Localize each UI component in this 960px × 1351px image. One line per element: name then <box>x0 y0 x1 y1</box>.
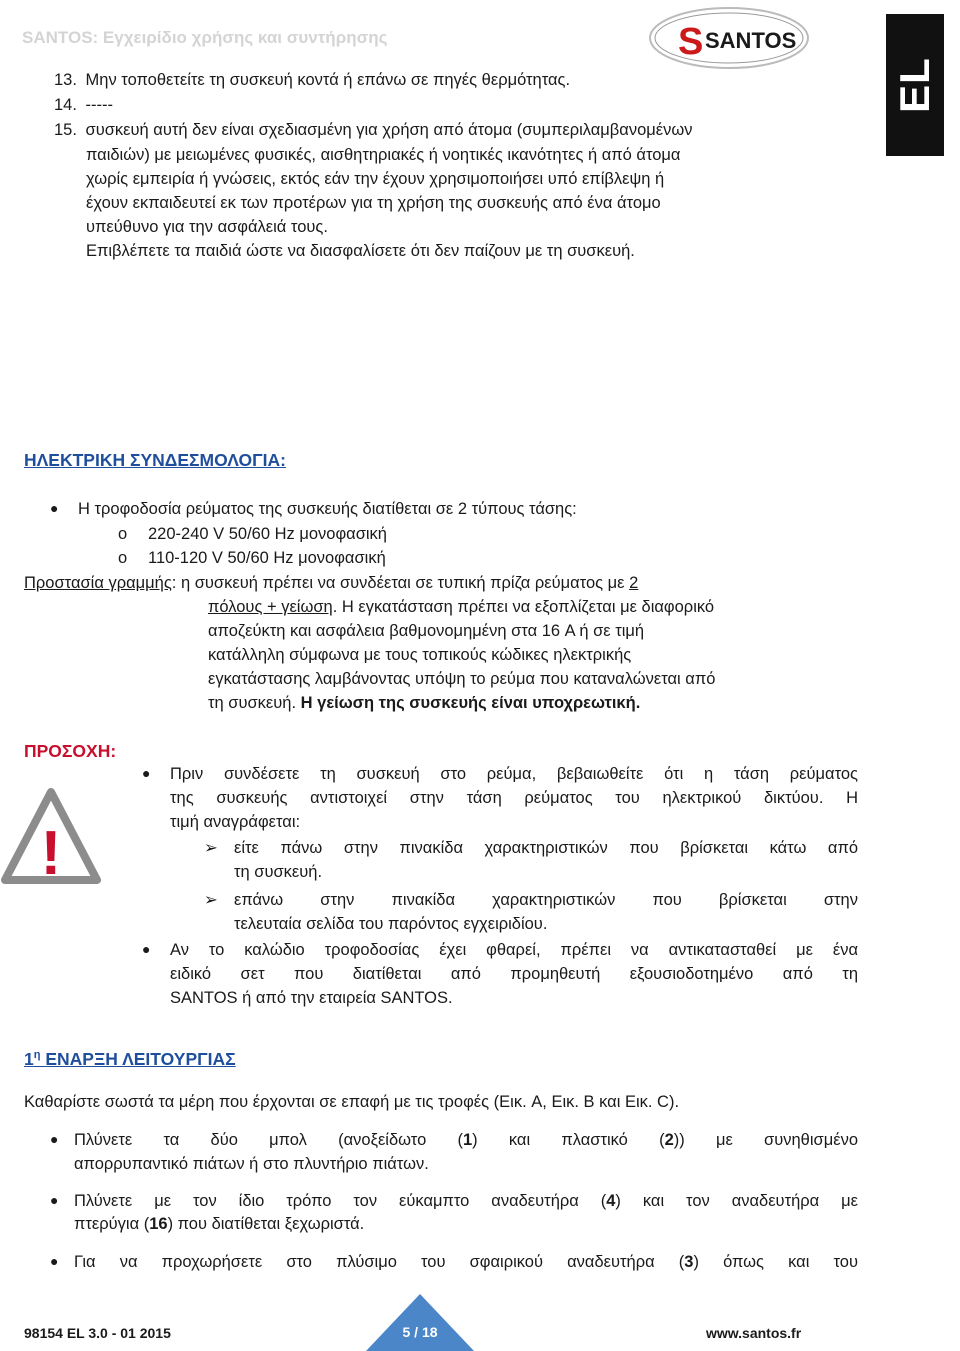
part-number: 3 <box>684 1253 694 1271</box>
protection-line-1 <box>24 573 638 593</box>
caution-b2-line: SANTOS ή από την εταιρεία SANTOS. <box>170 989 453 1007</box>
svg-text:S: S <box>678 21 704 63</box>
caution-b1-line: της συσκευής αντιστοιχεί στην τάση ρεύματος του ηλεκτρικού δικτύου. Η <box>170 789 858 807</box>
startup-heading-sup: η <box>33 1049 41 1062</box>
protection-last-line <box>208 693 640 713</box>
page-number: 5 / 18 <box>402 1324 438 1340</box>
startup-b1-line2: απορρυπαντικό πιάτων ή στο πλυντήριο πιάτων. <box>74 1155 429 1173</box>
protection-line-2 <box>208 597 714 617</box>
page-badge <box>364 1292 476 1351</box>
caution-b1-line: Πριν συνδέσετε τη συσκευή στο ρεύμα, βεβαιωθείτε ότι η τάση ρεύματος <box>170 765 858 783</box>
language-tab <box>886 14 944 156</box>
supply-intro: Η τροφοδοσία ρεύματος της συσκευής διατίθεται σε 2 τύπους τάσης: <box>78 500 577 518</box>
voltage-option: 220-240 V 50/60 Hz μονοφασική <box>148 525 387 543</box>
startup-b2-line1 <box>74 1191 858 1211</box>
list-item-13 <box>54 70 570 90</box>
grounding-mandatory: Η γείωση της συσκευής είναι υποχρεωτική. <box>300 694 641 712</box>
language-tab-label: EL <box>891 57 938 113</box>
voltage-option-marker: o <box>118 525 128 543</box>
protection-poles-number: 2 <box>629 574 639 592</box>
caution-sub2-line: επάνω στην πινακίδα χαρακτηριστικών που βρίσκεται στην <box>234 891 858 909</box>
text: Πλύνετε με τον ίδιο τρόπο τον εύκαμπτο αναδευτήρα ( <box>74 1192 607 1210</box>
text: )) με συνηθισμένο <box>673 1131 858 1149</box>
footer-doc-ref: 98154 EL 3.0 - 01 2015 <box>24 1325 171 1341</box>
bullet-dot: ● <box>142 941 151 957</box>
list-text-line: έχουν εκπαιδευτεί εκ των προτέρων για τη χρήση της συσκευής από ένα άτομο <box>86 194 661 212</box>
list-text-line: παιδιών) με μειωμένες φυσικές, αισθητηριακές ή νοητικές ικανότητες ή από άτομα <box>86 146 681 164</box>
protection-line: κατάλληλη σύμφωνα με τους τοπικούς κώδικες ηλεκτρικής <box>208 646 632 664</box>
voltage-option-marker: o <box>118 549 128 567</box>
caution-b1-line: τιμή αναγράφεται: <box>170 813 301 831</box>
caution-sub1-line: είτε πάνω στην πινακίδα χαρακτηριστικών που βρίσκεται κάτω από <box>234 839 858 857</box>
protection-line: αποζεύκτη και ασφάλεια βαθμονομημένη στα 16 A ή σε τιμή <box>208 622 645 640</box>
startup-b2-line2 <box>74 1214 364 1234</box>
bullet-dot: ● <box>50 500 59 516</box>
part-number: 16 <box>149 1215 168 1233</box>
startup-b3-line1 <box>74 1252 858 1272</box>
list-number: 15. <box>54 121 77 139</box>
caution-heading: ΠΡΟΣΟΧΗ: <box>24 741 117 761</box>
part-number: 2 <box>664 1131 674 1149</box>
text: ) και τον αναδευτήρα με <box>615 1192 858 1210</box>
santos-logo <box>648 6 810 70</box>
part-number: 4 <box>606 1192 616 1210</box>
list-number: 13. <box>54 71 77 89</box>
startup-heading-text: ΕΝΑΡΞΗ ΛΕΙΤΟΥΡΓΙΑΣ <box>45 1049 236 1069</box>
voltage-option: 110-120 V 50/60 Hz μονοφασική <box>148 549 386 567</box>
bullet-dot: ● <box>50 1192 59 1208</box>
startup-heading <box>24 1049 236 1070</box>
text: Για να προχωρήσετε στο πλύσιμο του σφαιρικού αναδευτήρα ( <box>74 1253 685 1271</box>
warning-exclamation: ! <box>40 819 62 886</box>
footer-website: www.santos.fr <box>706 1325 802 1341</box>
caution-sub1-line: τη συσκευή. <box>234 863 323 881</box>
caution-b2-line: ειδικό σετ που διατίθεται από προμηθευτή εξουσιοδοτημένο από τη <box>170 965 858 983</box>
protection-label: Προστασία γραμμής <box>24 574 172 592</box>
list-item-14 <box>54 95 113 115</box>
arrow-bullet-icon: ➢ <box>204 839 218 857</box>
list-text: ----- <box>85 96 114 114</box>
startup-heading-num: 1 <box>24 1049 34 1069</box>
caution-b2-line: Αν το καλώδιο τροφοδοσίας έχει φθαρεί, πρέπει να αντικατασταθεί με ένα <box>170 941 858 959</box>
caution-sub2-line: τελευταία σελίδα του παρόντος εγχειριδίου. <box>234 915 548 933</box>
electrical-heading: ΗΛΕΚΤΡΙΚΗ ΣΥΝΔΕΣΜΟΛΟΓΙΑ: <box>24 450 286 470</box>
list-item-15 <box>54 120 693 140</box>
text: πτερύγια ( <box>74 1215 150 1233</box>
protection-line: εγκατάστασης λαμβάνοντας υπόψη το ρεύμα που καταναλώνεται από <box>208 670 716 688</box>
list-number: 14. <box>54 96 77 114</box>
list-text: Μην τοποθετείτε τη συσκευή κοντά ή επάνω σε πηγές θερμότητας. <box>85 71 571 89</box>
list-text-line: υπεύθυνο για την ασφάλειά τους. <box>86 218 328 236</box>
text: ) όπως και του <box>693 1253 858 1271</box>
arrow-bullet-icon: ➢ <box>204 891 218 909</box>
part-number: 1 <box>462 1131 473 1149</box>
header-title: SANTOS: Εγχειρίδιο χρήσης και συντήρησης <box>22 28 388 47</box>
list-text-line: χωρίς εμπειρία ή γνώσεις, εκτός εάν την έχουν χρησιμοποιήσει υπό επίβλεψη ή <box>86 170 665 188</box>
warning-triangle-icon <box>0 786 102 886</box>
protection-underlined: πόλους + γείωση <box>208 598 333 616</box>
protection-text: : η συσκευή πρέπει να συνδέεται σε τυπική πρίζα ρεύματος με <box>171 574 630 592</box>
startup-b1-line1 <box>74 1130 858 1150</box>
text: ) που διατίθεται ξεχωριστά. <box>167 1215 365 1233</box>
text: ) και πλαστικό ( <box>472 1131 665 1149</box>
bullet-dot: ● <box>142 765 151 781</box>
startup-intro: Καθαρίστε σωστά τα μέρη που έρχονται σε επαφή με τις τροφές (Εικ. A, Εικ. B και Εικ. C). <box>24 1093 680 1111</box>
bullet-dot: ● <box>50 1253 59 1269</box>
protection-text: . Η εγκατάσταση πρέπει να εξοπλίζεται με διαφορικό <box>332 598 715 616</box>
protection-text: τη συσκευή. <box>208 694 301 712</box>
list-text: συσκευή αυτή δεν είναι σχεδιασμένη για χρήση από άτομα (συμπεριλαμβανομένων <box>85 121 693 139</box>
text: Πλύνετε τα δύο μπολ (ανοξείδωτο ( <box>74 1131 463 1149</box>
bullet-dot: ● <box>50 1131 59 1147</box>
list-text-line: Επιβλέπετε τα παιδιά ώστε να διασφαλίσετε ότι δεν παίζουν με τη συσκευή. <box>86 242 635 260</box>
logo-text: SANTOS <box>705 28 797 53</box>
